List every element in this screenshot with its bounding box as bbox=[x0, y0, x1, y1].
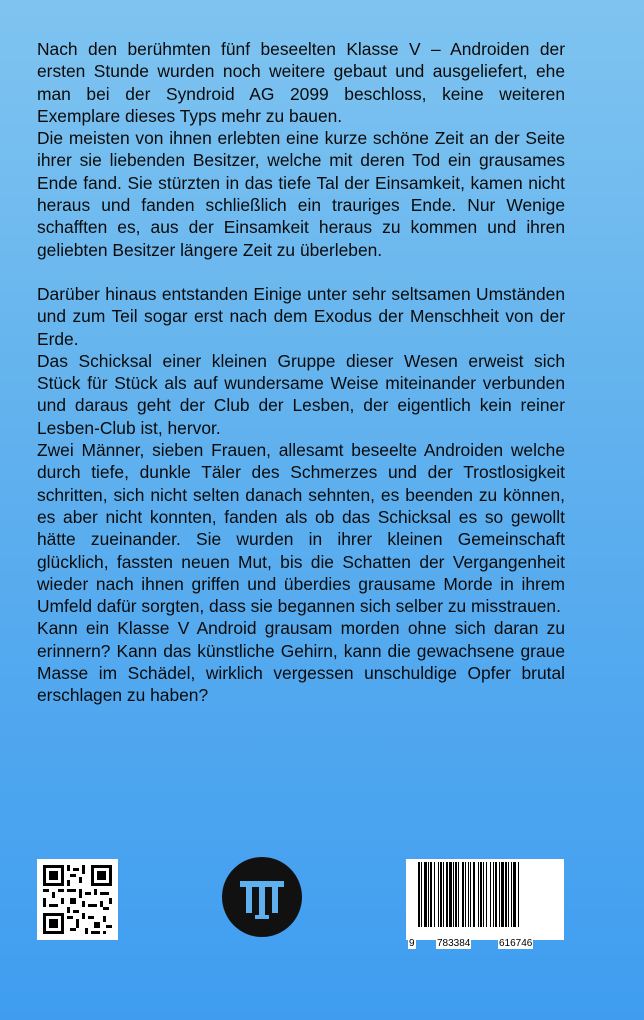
barcode-digit-first: 9 bbox=[409, 938, 415, 949]
qr-code-icon bbox=[37, 859, 118, 940]
barcode-digits-right: 616746 bbox=[499, 938, 533, 949]
blurb-paragraph-1: Nach den berühmten fünf beseelten Klasse V – Androiden der ersten Stunde wurden noch weitere gebaut und ausgeliefert, ehe man bei der Syndroid AG 2099 beschloss, keine weiteren Exemplare dieses Typs mehr zu bauen. bbox=[37, 39, 565, 126]
blurb-paragraph-2: Die meisten von ihnen erlebten eine kurze schöne Zeit an der Seite ihrer sie liebenden Besitzer, welche mit deren Tod ein grausames Ende fand. Sie stürzten in das tiefe Tal der Einsamkeit, kamen nicht heraus und fanden schließlich ein trauriges Ende. Nur Wenige schafften es, aus der Einsamkeit heraus zu kommen und ihren geliebten Besitzer längere Zeit zu überleben. bbox=[37, 128, 565, 260]
isbn-barcode-icon bbox=[406, 859, 564, 949]
blurb-paragraph-6: Kann ein Klasse V Android grausam morden ohne sich daran zu erinnern? Kann das künstliche Gehirn, kann die gewachsene graue Masse im Schädel, wirklich vergessen unschuldige Opfer brutal erschlagen zu haben? bbox=[37, 618, 565, 706]
barcode-digits-left: 783384 bbox=[437, 938, 471, 949]
blurb-paragraph-5: Zwei Männer, sieben Frauen, allesamt beseelte Androiden welche durch tiefe, dunkle Täler des Schmerzes und der Trostlosigkeit schritten, sich nicht selten danach sehnten, es beenden zu können, es aber nicht konnten, fanden als ob das Schicksal es so gewollt hätte zueinander. Sie wurden in ihrer kleinen Gemeinschaft glücklich, fassten neuen Mut, bis die Schatten der Vergangenheit wieder nach ihnen griffen und überdies grausame Morde in ihrem Umfeld dafür sorgten, dass sie begannen sich selber zu misstrauen. bbox=[37, 440, 565, 617]
blurb-paragraph-4: Das Schicksal einer kleinen Gruppe dieser Wesen erweist sich Stück für Stück als auf wundersame Weise miteinander verbunden und daraus geht der Club der Lesben, der eigentlich kein reiner Lesben-Club ist, hervor. bbox=[37, 350, 565, 438]
blurb-paragraph-3: Darüber hinaus entstanden Einige unter sehr seltsamen Umständen und zum Teil sogar erst nach dem Exodus der Menschheit von der Erde. bbox=[37, 283, 565, 349]
publisher-logo-icon bbox=[222, 857, 302, 937]
back-cover-blurb bbox=[37, 38, 565, 707]
